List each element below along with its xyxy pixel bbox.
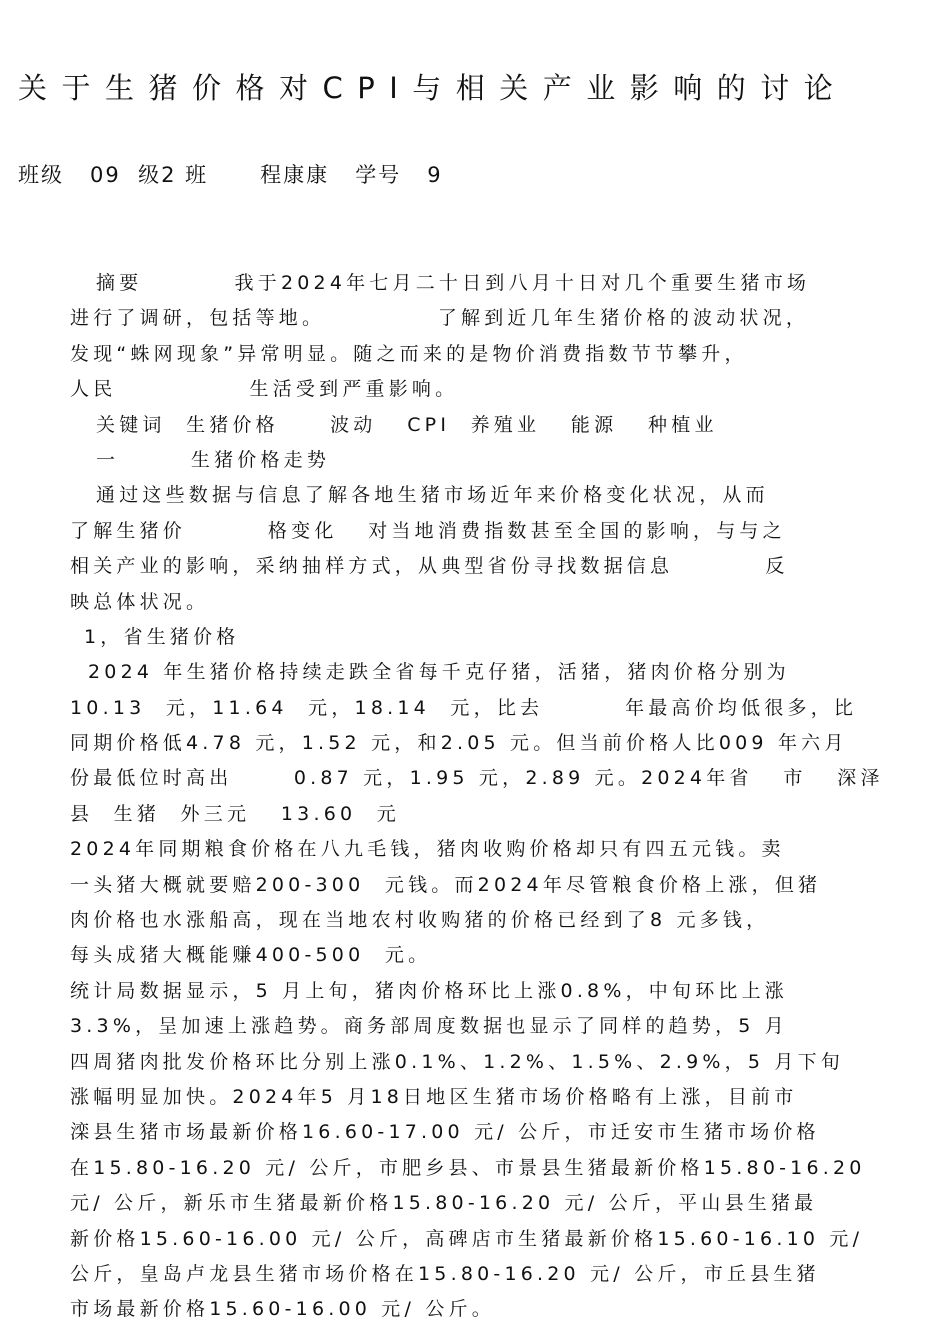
paragraph-line: 统计局数据显示，5 月上旬，猪肉价格环比上涨0.8%，中旬环比上涨: [70, 979, 788, 1002]
paragraph-line: 3.3%，呈加速上涨趋势。商务部周度数据也显示了同样的趋势，5 月: [70, 1015, 788, 1038]
paragraph-line: 通过这些数据与信息了解各地生猪市场近年来价格变化状况，从而: [96, 484, 769, 507]
paragraph-line: 市场最新价格15.60-16.00 元/ 公斤。: [70, 1298, 495, 1321]
paragraph-line: 份最低位时高出 0.87 元，1.95 元，2.89 元。2024年省 市 深泽: [70, 767, 884, 790]
paragraph-line: 在15.80-16.20 元/ 公斤，市肥乡县、市景县生猪最新价格15.80-16.20: [70, 1156, 866, 1179]
keywords-line: 关键词 生猪价格 波动 CPI 养殖业 能源 种植业: [96, 413, 718, 436]
paragraph-line: 涨幅明显加快。2024年5 月18日地区生猪市场价格略有上涨，目前市: [70, 1085, 798, 1108]
student-info-line: 班级 09 级2 班 程康康 学号 9: [18, 163, 443, 187]
paragraph-line: 相关产业的影响，采纳抽样方式，从典型省份寻找数据信息 反: [70, 555, 789, 578]
document-body: [70, 266, 884, 1328]
section-heading: 一 生猪价格走势: [96, 448, 331, 471]
paragraph-line: 了解生猪价 格变化 对当地消费指数甚至全国的影响，与与之: [70, 519, 786, 542]
paragraph-line: 四周猪肉批发价格环比分别上涨0.1%、1.2%、1.5%、2.9%，5 月下旬: [70, 1050, 845, 1073]
paragraph-line: 新价格15.60-16.00 元/ 公斤，高碑店市生猪最新价格15.60-16.10 元/: [70, 1227, 864, 1250]
paragraph-line: 2024 年生猪价格持续走跌全省每千克仔猪，活猪，猪肉价格分别为: [88, 661, 790, 684]
paragraph-line: 县 生猪 外三元 13.60 元: [70, 802, 400, 825]
paragraph-line: 每头成猪大概能赚400-500 元。: [70, 944, 432, 967]
paragraph-line: 发现“蛛网现象”异常明显。随之而来的是物价消费指数节节攀升，: [70, 342, 748, 365]
paragraph-line: 2024年同期粮食价格在八九毛钱，猪肉收购价格却只有四五元钱。卖: [70, 838, 785, 861]
paragraph-line: 10.13 元，11.64 元，18.14 元，比去 年最高价均低很多，比: [70, 696, 858, 719]
paragraph-line: 进行了调研，包括等地。 了解到近几年生猪价格的波动状况，: [70, 307, 810, 330]
subsection-heading: 1，省生猪价格: [84, 625, 240, 648]
paragraph-line: 人民 生活受到严重影响。: [70, 378, 459, 401]
document-title: 关于生猪价格对CPI与相关产业影响的讨论: [18, 71, 848, 105]
paragraph-line: 滦县生猪市场最新价格16.60-17.00 元/ 公斤，市迁安市生猪市场价格: [70, 1121, 820, 1144]
paragraph-line: 同期价格低4.78 元，1.52 元，和2.05 元。但当前价格人比009 年六月: [70, 732, 848, 755]
paragraph-line: 一头猪大概就要赔200-300 元钱。而2024年尽管粮食价格上涨，但猪: [70, 873, 822, 896]
paragraph-line: 映总体状况。: [70, 590, 210, 613]
abstract-line: 摘要 我于2024年七月二十日到八月十日对几个重要生猪市场: [96, 272, 811, 294]
paragraph-line: 公斤，皇岛卢龙县生猪市场价格在15.80-16.20 元/ 公斤，市丘县生猪: [70, 1262, 820, 1285]
paragraph-line: 肉价格也水涨船高，现在当地农村收购猪的价格已经到了8 元多钱，: [70, 909, 770, 932]
paragraph-line: 元/ 公斤，新乐市生猪最新价格15.80-16.20 元/ 公斤，平山县生猪最: [70, 1192, 818, 1215]
